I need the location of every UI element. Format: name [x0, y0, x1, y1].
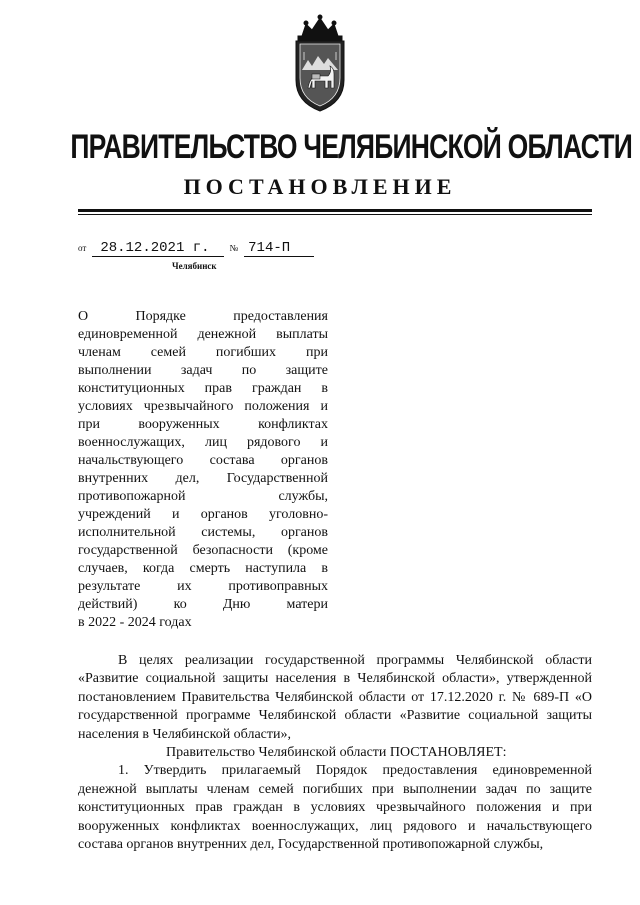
subject-line: членам семей погибших при — [78, 345, 328, 360]
document-body — [78, 652, 592, 854]
subject-line: при вооруженных конфликтах — [78, 417, 328, 432]
subject-line: внутренних дел, Государственной — [78, 471, 328, 486]
document-type: ПОСТАНОВЛЕНИЕ — [183, 174, 457, 199]
subject-line: в 2022 - 2024 годах — [78, 615, 192, 630]
organization-title: ПРАВИТЕЛЬСТВО ЧЕЛЯБИНСКОЙ ОБЛАСТИ — [70, 128, 633, 166]
city-name: Челябинск — [172, 261, 217, 271]
subject-line: учреждений и органов уголовно- — [78, 507, 328, 522]
subject-line: начальствующего состава органов — [78, 453, 328, 468]
document-number: 714-П — [244, 240, 314, 257]
subject-line: военнослужащих, лиц рядового и — [78, 435, 328, 450]
subject-line: конституционных прав граждан в — [78, 381, 328, 396]
header-divider-thin — [78, 214, 592, 215]
item-1-paragraph: 1. Утвердить прилагаемый Порядок предоставления единовременной денежной выплаты членам семей погибших при выполнении задач по защите конституционных прав граждан в условиях чрезвычайного положения и при вооруженных конфликтах военнослужащих, лиц рядового и начальствующего состава органов внутренних дел, Государственной противопожарной службы, — [78, 763, 592, 853]
subject-line: условиях чрезвычайного положения и — [78, 399, 328, 414]
subject-block — [78, 308, 328, 632]
subject-line: случаев, когда смерть наступила в — [78, 561, 328, 576]
header-divider-thick — [78, 209, 592, 212]
date-prefix: от — [78, 243, 87, 253]
subject-line: результате их противоправных — [78, 579, 328, 594]
preamble-paragraph: В целях реализации государственной программы Челябинской области «Развитие социальной защиты населения в Челябинской области», утвержденной постановлением Правительства Челябинской области от 17.12.2020 г. № 689-П «О государственной программе Челябинской области «Развитие социальной защиты населения в Челябинской области», — [78, 653, 592, 742]
subject-line: государственной безопасности (кроме — [78, 543, 328, 558]
coat-of-arms-emblem — [288, 14, 352, 114]
subject-line: действий) ко Дню матери — [78, 597, 328, 612]
subject-line: О Порядке предоставления — [78, 309, 328, 324]
subject-line: исполнительной системы, органов — [78, 525, 328, 540]
date-number-row — [78, 240, 314, 256]
subject-line: противопожарной службы, — [78, 489, 328, 504]
subject-line: единовременной денежной выплаты — [78, 327, 328, 342]
number-label: № — [229, 243, 239, 253]
document-date: 28.12.2021 г. — [92, 240, 223, 257]
subject-line: выполнении задач по защите — [78, 363, 328, 378]
resolution-statement: Правительство Челябинской области ПОСТАНОВЛЯЕТ: — [166, 745, 507, 761]
